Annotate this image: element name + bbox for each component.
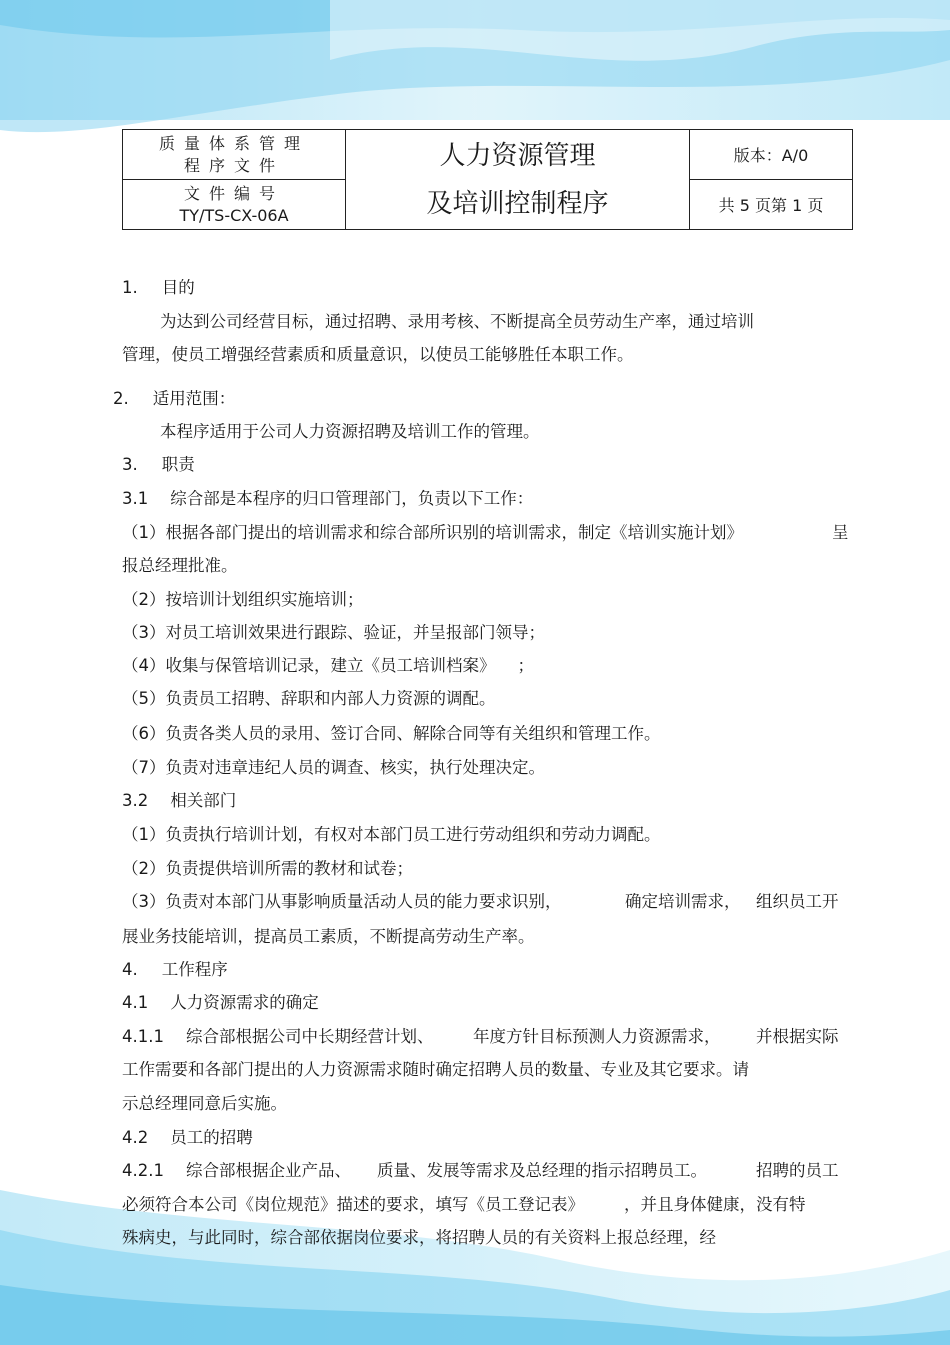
list-item-continuation: 展业务技能培训，提高员工素质，不断提高劳动生产率。 [122,927,535,946]
clause-text: 殊病史，与此同时，综合部依据岗位要求，将招聘人员的有关资料上报总经理，经 [122,1228,716,1247]
section-1-heading [122,278,195,298]
subsection-4-1-heading [122,993,319,1013]
list-item: （2）负责提供培训所需的教材和试卷； [122,859,413,878]
section-title: 职责 [161,455,195,474]
page-count-cell: 共 5 页第 1 页 [690,180,853,230]
list-item: （1）负责执行培训计划，有权对本部门员工进行劳动组织和劳动力调配。 [122,825,661,844]
subsection-number: 3.2 [122,791,149,810]
list-item: （4）收集与保管培训记录，建立《员工培训档案》 ； [122,656,534,675]
header-table [122,129,853,230]
section-number: 3. [122,455,138,474]
subsection-title: 相关部门 [170,791,237,810]
docno-label: 文件编号 [183,183,284,203]
subsection-title: 员工的招聘 [170,1128,253,1147]
document-title-cell [346,130,690,230]
clause-text: 年度方针目标预测人力资源需求， [473,1027,721,1046]
clause-text: 示总经理同意后实施。 [122,1094,287,1113]
section-title: 目的 [161,278,195,297]
clause-text: 必须符合本公司《岗位规范》描述的要求，填写《员工登记表》 [122,1195,584,1214]
clause-number: 4.2.1 [122,1161,164,1180]
section-3-heading [122,455,195,475]
list-item-continuation: 确定培训需求， [625,892,741,911]
paragraph: 本程序适用于公司人力资源招聘及培训工作的管理。 [160,422,540,441]
clause-text: 工作需要和各部门提出的人力资源需求随时确定招聘人员的数量、专业及其它要求。请 [122,1060,749,1079]
clause-4-2-1: 4.2.1 综合部根据企业产品、 [122,1161,351,1180]
subsection-3-2-heading [122,791,236,811]
paragraph: 为达到公司经营目标，通过招聘、录用考核、不断提高全员劳动生产率，通过培训 [160,312,754,331]
subsection-3-1-heading [122,489,533,509]
subsection-4-2-heading [122,1128,253,1148]
list-item: （2）按培训计划组织实施培训； [122,590,364,609]
clause-text: 并根据实际 [756,1027,839,1046]
section-4-heading [122,960,228,980]
clause-text: 质量、发展等需求及总经理的指示招聘员工。 [377,1161,707,1180]
docno-cell [123,180,346,230]
document-title-line1: 人力资源管理 [439,140,596,171]
clause-text: 招聘的员工 [756,1161,839,1180]
system-label-line2: 程序文件 [183,155,284,175]
subsection-title: 人力资源需求的确定 [170,993,319,1012]
version-cell: 版本：A/0 [690,130,853,180]
subsection-number: 4.1 [122,993,149,1012]
section-title: 工作程序 [161,960,228,979]
subsection-title: 综合部是本程序的归口管理部门，负责以下工作： [170,489,534,508]
list-item: （3）对员工培训效果进行跟踪、验证，并呈报部门领导； [122,623,545,642]
paragraph: 管理，使员工增强经营素质和质量意识，以使员工能够胜任本职工作。 [122,345,634,364]
subsection-number: 4.2 [122,1128,149,1147]
clause-number: 4.1.1 [122,1027,164,1046]
list-item: （1）根据各部门提出的培训需求和综合部所识别的培训需求，制定《培训实施计划》 [122,523,743,542]
list-item: （3）负责对本部门从事影响质量活动人员的能力要求识别， [122,892,562,911]
document-title-line2: 及培训控制程序 [426,188,609,219]
list-item: （7）负责对违章违纪人员的调查、核实，执行处理决定。 [122,758,545,777]
section-title: 适用范围： [152,389,236,408]
section-number: 4. [122,960,138,979]
system-label-line1: 质量体系管理 [158,133,309,153]
list-item-continuation: 呈 [832,523,849,542]
section-number: 1. [122,278,138,297]
list-item: （5）负责员工招聘、辞职和内部人力资源的调配。 [122,689,496,708]
list-item-continuation: 组织员工开 [756,892,839,911]
docno-value: TY/TS-CX-06A [179,205,289,225]
list-item: （6）负责各类人员的录用、签订合同、解除合同等有关组织和管理工作。 [122,724,661,743]
section-number: 2. [113,389,129,408]
system-doc-cell [123,130,346,180]
clause-4-1-1: 4.1.1 综合部根据公司中长期经营计划、 [122,1027,434,1046]
subsection-number: 3.1 [122,489,149,508]
section-2-heading [113,389,235,409]
list-item-continuation: 报总经理批准。 [122,556,238,575]
clause-text: ，并且身体健康，没有特 [624,1195,806,1214]
